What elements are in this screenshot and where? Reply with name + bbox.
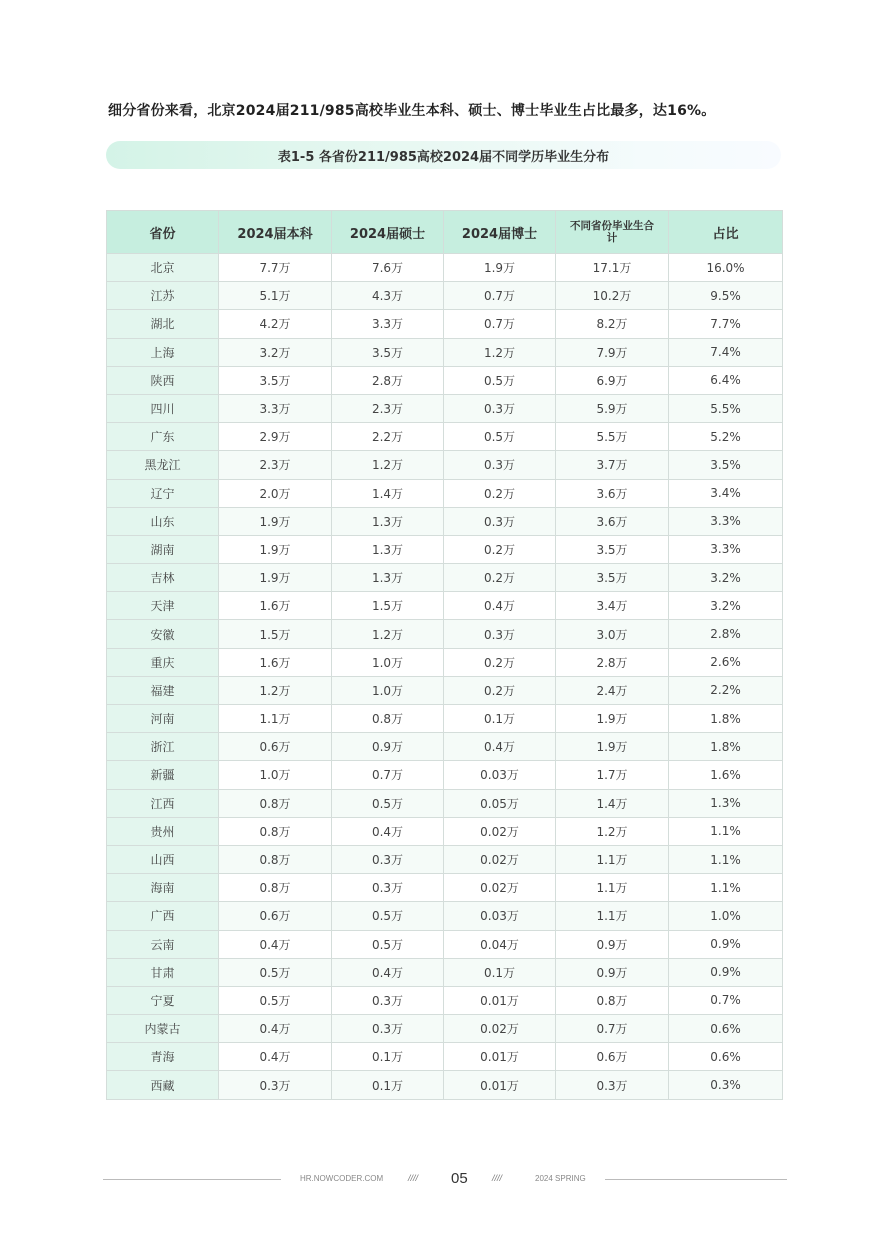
- table-body: [107, 254, 783, 1100]
- cell-master: 0.4万: [332, 958, 444, 986]
- cell-total: 1.2万: [556, 817, 669, 845]
- cell-master: 2.8万: [332, 366, 444, 394]
- cell-bachelor: 0.8万: [219, 789, 332, 817]
- table-row: [107, 479, 783, 507]
- province-graduates-table: [106, 210, 783, 1100]
- cell-share: 1.8%: [669, 705, 783, 733]
- cell-total: 3.5万: [556, 564, 669, 592]
- table-row: [107, 986, 783, 1014]
- cell-master: 1.2万: [332, 451, 444, 479]
- cell-master: 2.2万: [332, 423, 444, 451]
- cell-total: 10.2万: [556, 282, 669, 310]
- cell-bachelor: 0.4万: [219, 1043, 332, 1071]
- header-master: 2024届硕士: [332, 211, 444, 254]
- cell-doctor: 0.02万: [444, 817, 556, 845]
- cell-total: 0.6万: [556, 1043, 669, 1071]
- cell-total: 3.7万: [556, 451, 669, 479]
- cell-bachelor: 1.9万: [219, 535, 332, 563]
- cell-master: 0.1万: [332, 1071, 444, 1099]
- cell-doctor: 0.5万: [444, 423, 556, 451]
- cell-share: 1.1%: [669, 874, 783, 902]
- table-row: [107, 423, 783, 451]
- table-row: [107, 592, 783, 620]
- cell-total: 2.8万: [556, 648, 669, 676]
- cell-bachelor: 5.1万: [219, 282, 332, 310]
- cell-master: 4.3万: [332, 282, 444, 310]
- cell-master: 3.5万: [332, 338, 444, 366]
- cell-doctor: 0.7万: [444, 282, 556, 310]
- cell-province: 青海: [107, 1043, 219, 1071]
- cell-doctor: 0.3万: [444, 451, 556, 479]
- header-doctor: 2024届博士: [444, 211, 556, 254]
- cell-share: 16.0%: [669, 254, 783, 282]
- table-row: [107, 930, 783, 958]
- cell-share: 2.2%: [669, 676, 783, 704]
- table-row: [107, 366, 783, 394]
- cell-total: 1.1万: [556, 874, 669, 902]
- cell-share: 3.2%: [669, 592, 783, 620]
- cell-bachelor: 2.0万: [219, 479, 332, 507]
- cell-doctor: 0.2万: [444, 564, 556, 592]
- cell-share: 3.3%: [669, 507, 783, 535]
- cell-province: 重庆: [107, 648, 219, 676]
- cell-doctor: 0.01万: [444, 1043, 556, 1071]
- cell-total: 3.6万: [556, 507, 669, 535]
- cell-master: 1.0万: [332, 676, 444, 704]
- cell-share: 7.4%: [669, 338, 783, 366]
- cell-province: 安徽: [107, 620, 219, 648]
- table-row: [107, 733, 783, 761]
- cell-bachelor: 0.3万: [219, 1071, 332, 1099]
- cell-bachelor: 3.5万: [219, 366, 332, 394]
- cell-share: 0.3%: [669, 1071, 783, 1099]
- cell-province: 西藏: [107, 1071, 219, 1099]
- cell-doctor: 1.2万: [444, 338, 556, 366]
- cell-master: 0.1万: [332, 1043, 444, 1071]
- footer-edition: 2024 SPRING: [535, 1174, 586, 1183]
- cell-province: 新疆: [107, 761, 219, 789]
- table-row: [107, 845, 783, 873]
- table-row: [107, 254, 783, 282]
- cell-master: 0.3万: [332, 874, 444, 902]
- cell-bachelor: 0.6万: [219, 733, 332, 761]
- cell-master: 2.3万: [332, 394, 444, 422]
- table-row: [107, 620, 783, 648]
- cell-province: 陕西: [107, 366, 219, 394]
- cell-province: 北京: [107, 254, 219, 282]
- cell-total: 1.7万: [556, 761, 669, 789]
- cell-share: 2.6%: [669, 648, 783, 676]
- cell-doctor: 0.1万: [444, 705, 556, 733]
- cell-share: 1.1%: [669, 817, 783, 845]
- cell-bachelor: 1.0万: [219, 761, 332, 789]
- cell-province: 海南: [107, 874, 219, 902]
- cell-doctor: 0.03万: [444, 902, 556, 930]
- header-total-text: 不同省份毕业生合计: [570, 220, 654, 244]
- table-row: [107, 902, 783, 930]
- cell-total: 6.9万: [556, 366, 669, 394]
- header-bachelor: 2024届本科: [219, 211, 332, 254]
- cell-doctor: 0.1万: [444, 958, 556, 986]
- cell-doctor: 0.5万: [444, 366, 556, 394]
- cell-province: 甘肃: [107, 958, 219, 986]
- cell-total: 1.9万: [556, 733, 669, 761]
- cell-province: 云南: [107, 930, 219, 958]
- table-row: [107, 394, 783, 422]
- cell-doctor: 0.02万: [444, 845, 556, 873]
- cell-master: 1.3万: [332, 535, 444, 563]
- cell-master: 0.5万: [332, 789, 444, 817]
- cell-total: 7.9万: [556, 338, 669, 366]
- cell-bachelor: 7.7万: [219, 254, 332, 282]
- cell-doctor: 0.3万: [444, 507, 556, 535]
- cell-share: 1.8%: [669, 733, 783, 761]
- cell-total: 0.3万: [556, 1071, 669, 1099]
- cell-doctor: 0.2万: [444, 676, 556, 704]
- cell-bachelor: 1.2万: [219, 676, 332, 704]
- cell-total: 2.4万: [556, 676, 669, 704]
- cell-bachelor: 1.1万: [219, 705, 332, 733]
- cell-bachelor: 0.5万: [219, 958, 332, 986]
- cell-master: 1.4万: [332, 479, 444, 507]
- cell-province: 四川: [107, 394, 219, 422]
- table-row: [107, 958, 783, 986]
- cell-bachelor: 0.5万: [219, 986, 332, 1014]
- cell-total: 0.7万: [556, 1015, 669, 1043]
- cell-doctor: 0.03万: [444, 761, 556, 789]
- table-row: [107, 451, 783, 479]
- cell-share: 3.2%: [669, 564, 783, 592]
- cell-total: 1.1万: [556, 845, 669, 873]
- cell-share: 1.6%: [669, 761, 783, 789]
- cell-master: 0.5万: [332, 930, 444, 958]
- cell-bachelor: 1.6万: [219, 592, 332, 620]
- cell-doctor: 0.01万: [444, 1071, 556, 1099]
- cell-province: 辽宁: [107, 479, 219, 507]
- cell-share: 9.5%: [669, 282, 783, 310]
- cell-master: 0.8万: [332, 705, 444, 733]
- cell-province: 湖南: [107, 535, 219, 563]
- cell-province: 浙江: [107, 733, 219, 761]
- cell-master: 0.5万: [332, 902, 444, 930]
- cell-total: 8.2万: [556, 310, 669, 338]
- cell-province: 宁夏: [107, 986, 219, 1014]
- page-number: 05: [451, 1170, 468, 1187]
- cell-share: 0.9%: [669, 930, 783, 958]
- cell-province: 天津: [107, 592, 219, 620]
- cell-share: 1.1%: [669, 845, 783, 873]
- cell-doctor: 0.2万: [444, 648, 556, 676]
- cell-bachelor: 1.9万: [219, 507, 332, 535]
- cell-total: 17.1万: [556, 254, 669, 282]
- cell-master: 1.0万: [332, 648, 444, 676]
- cell-total: 1.9万: [556, 705, 669, 733]
- cell-doctor: 0.01万: [444, 986, 556, 1014]
- footer-separator-left: ////: [408, 1173, 419, 1183]
- cell-master: 1.5万: [332, 592, 444, 620]
- cell-province: 江西: [107, 789, 219, 817]
- cell-doctor: 0.4万: [444, 592, 556, 620]
- table-row: [107, 310, 783, 338]
- cell-master: 1.3万: [332, 564, 444, 592]
- table-row: [107, 1015, 783, 1043]
- page-footer: [0, 1170, 888, 1190]
- cell-total: 5.5万: [556, 423, 669, 451]
- cell-province: 湖北: [107, 310, 219, 338]
- table-caption: 表1-5 各省份211/985高校2024届不同学历毕业生分布: [106, 141, 781, 169]
- cell-share: 0.9%: [669, 958, 783, 986]
- cell-total: 1.4万: [556, 789, 669, 817]
- cell-share: 0.6%: [669, 1043, 783, 1071]
- cell-doctor: 0.2万: [444, 479, 556, 507]
- cell-master: 0.3万: [332, 1015, 444, 1043]
- table-row: [107, 507, 783, 535]
- cell-total: 0.9万: [556, 930, 669, 958]
- header-province: 省份: [107, 211, 219, 254]
- cell-master: 0.3万: [332, 845, 444, 873]
- cell-bachelor: 0.8万: [219, 874, 332, 902]
- cell-share: 1.0%: [669, 902, 783, 930]
- table-row: [107, 705, 783, 733]
- cell-bachelor: 0.8万: [219, 845, 332, 873]
- table-row: [107, 1043, 783, 1071]
- cell-province: 上海: [107, 338, 219, 366]
- cell-share: 7.7%: [669, 310, 783, 338]
- cell-share: 1.3%: [669, 789, 783, 817]
- table-row: [107, 676, 783, 704]
- cell-master: 1.2万: [332, 620, 444, 648]
- table-row: [107, 282, 783, 310]
- cell-province: 山东: [107, 507, 219, 535]
- intro-paragraph: 细分省份来看，北京2024届211/985高校毕业生本科、硕士、博士毕业生占比最多，达16%。: [108, 103, 716, 119]
- cell-share: 0.6%: [669, 1015, 783, 1043]
- cell-doctor: 0.4万: [444, 733, 556, 761]
- table-row: [107, 874, 783, 902]
- cell-doctor: 0.7万: [444, 310, 556, 338]
- cell-bachelor: 0.4万: [219, 930, 332, 958]
- cell-bachelor: 3.2万: [219, 338, 332, 366]
- table-row: [107, 338, 783, 366]
- cell-share: 3.4%: [669, 479, 783, 507]
- cell-province: 福建: [107, 676, 219, 704]
- cell-total: 0.9万: [556, 958, 669, 986]
- cell-total: 5.9万: [556, 394, 669, 422]
- cell-share: 5.5%: [669, 394, 783, 422]
- footer-separator-right: ////: [492, 1173, 503, 1183]
- cell-share: 2.8%: [669, 620, 783, 648]
- cell-bachelor: 1.6万: [219, 648, 332, 676]
- header-total: [556, 211, 669, 254]
- cell-province: 贵州: [107, 817, 219, 845]
- cell-province: 吉林: [107, 564, 219, 592]
- table-row: [107, 564, 783, 592]
- header-share: 占比: [669, 211, 783, 254]
- cell-bachelor: 1.9万: [219, 564, 332, 592]
- cell-province: 广东: [107, 423, 219, 451]
- cell-master: 7.6万: [332, 254, 444, 282]
- cell-master: 0.9万: [332, 733, 444, 761]
- cell-master: 0.7万: [332, 761, 444, 789]
- cell-doctor: 0.02万: [444, 1015, 556, 1043]
- cell-bachelor: 1.5万: [219, 620, 332, 648]
- cell-share: 6.4%: [669, 366, 783, 394]
- cell-bachelor: 2.9万: [219, 423, 332, 451]
- cell-master: 3.3万: [332, 310, 444, 338]
- cell-share: 3.3%: [669, 535, 783, 563]
- cell-total: 3.4万: [556, 592, 669, 620]
- cell-province: 黑龙江: [107, 451, 219, 479]
- cell-doctor: 0.2万: [444, 535, 556, 563]
- cell-doctor: 0.02万: [444, 874, 556, 902]
- table-row: [107, 817, 783, 845]
- table-row: [107, 761, 783, 789]
- table-header-row: [107, 211, 783, 254]
- cell-total: 3.0万: [556, 620, 669, 648]
- cell-total: 3.6万: [556, 479, 669, 507]
- cell-province: 江苏: [107, 282, 219, 310]
- cell-doctor: 0.05万: [444, 789, 556, 817]
- footer-divider-right: [605, 1179, 787, 1180]
- table-row: [107, 1071, 783, 1099]
- cell-bachelor: 4.2万: [219, 310, 332, 338]
- table-row: [107, 648, 783, 676]
- cell-doctor: 1.9万: [444, 254, 556, 282]
- cell-bachelor: 0.6万: [219, 902, 332, 930]
- cell-bachelor: 0.8万: [219, 817, 332, 845]
- cell-total: 1.1万: [556, 902, 669, 930]
- cell-share: 3.5%: [669, 451, 783, 479]
- cell-bachelor: 0.4万: [219, 1015, 332, 1043]
- table-row: [107, 789, 783, 817]
- cell-doctor: 0.3万: [444, 394, 556, 422]
- footer-site: HR.NOWCODER.COM: [300, 1174, 384, 1183]
- table-row: [107, 535, 783, 563]
- cell-province: 山西: [107, 845, 219, 873]
- cell-bachelor: 3.3万: [219, 394, 332, 422]
- cell-province: 内蒙古: [107, 1015, 219, 1043]
- cell-master: 0.3万: [332, 986, 444, 1014]
- cell-bachelor: 2.3万: [219, 451, 332, 479]
- cell-doctor: 0.3万: [444, 620, 556, 648]
- cell-master: 1.3万: [332, 507, 444, 535]
- cell-province: 河南: [107, 705, 219, 733]
- footer-divider-left: [103, 1179, 281, 1180]
- cell-share: 0.7%: [669, 986, 783, 1014]
- cell-share: 5.2%: [669, 423, 783, 451]
- cell-total: 3.5万: [556, 535, 669, 563]
- cell-total: 0.8万: [556, 986, 669, 1014]
- cell-master: 0.4万: [332, 817, 444, 845]
- cell-province: 广西: [107, 902, 219, 930]
- cell-doctor: 0.04万: [444, 930, 556, 958]
